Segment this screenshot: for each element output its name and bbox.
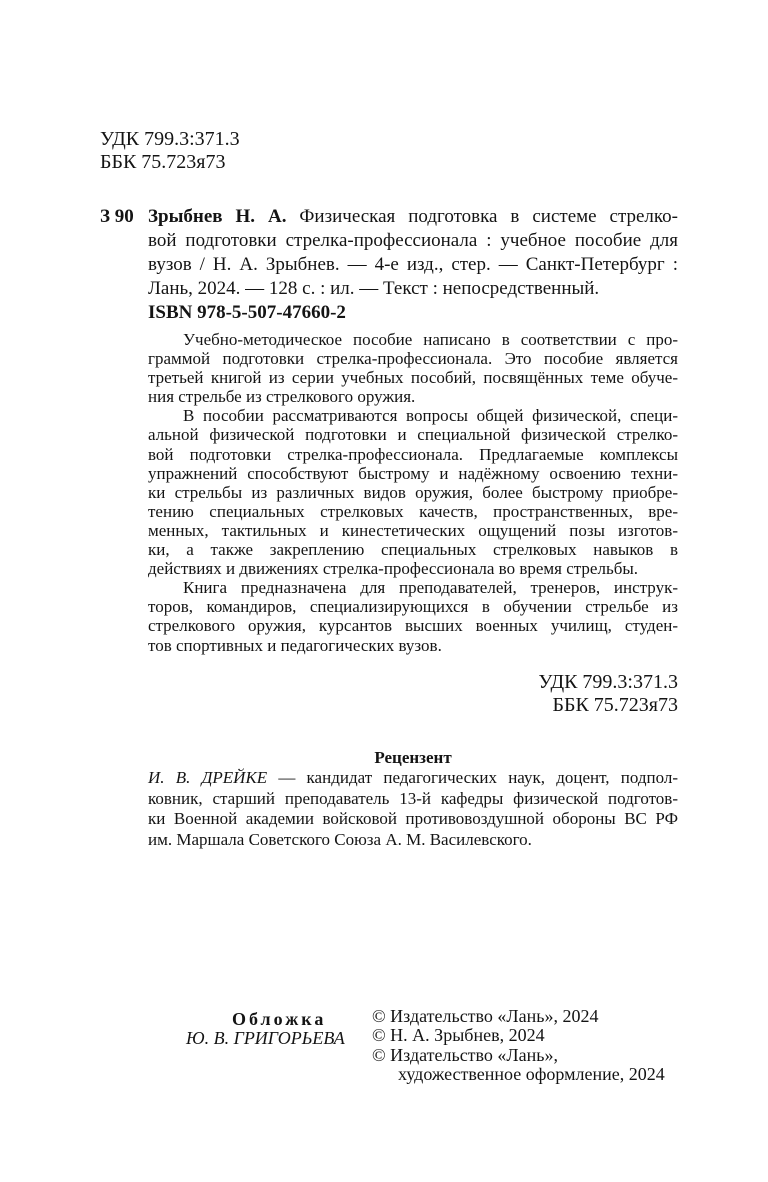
annotation-line: альной физической подготовки и специальной физической стрелко- (148, 425, 678, 445)
reviewer-name: И. В. ДРЕЙКЕ (148, 768, 268, 788)
bbk-code: ББК 75.723я73 (552, 694, 678, 716)
annotation-line: менных, тактильных и кинестетических ощущений позы изготов- (148, 520, 678, 540)
entry-line: вой подготовки стрелка-профессионала : учебное пособие для (148, 230, 678, 251)
annotation-line: В пособии рассматриваются вопросы общей физической, специ- (183, 406, 678, 426)
bbk-code: ББК 75.723я73 (100, 151, 226, 173)
copyright-line: © Издательство «Лань», (372, 1044, 558, 1065)
annotation-line: вой подготовки стрелка-профессионала. Предлагаемые комплексы (148, 444, 678, 464)
entry-line: Лань, 2024. — 128 с. : ил. — Текст : непосредственный. (148, 278, 600, 299)
cover-artist: Ю. В. ГРИГОРЬЕВА (186, 1028, 345, 1049)
copyright-line: © Н. А. Зрыбнев, 2024 (372, 1025, 545, 1046)
review (148, 748, 678, 850)
annotation-line: стрелкового оружия, курсантов высших военных училищ, студен- (148, 616, 678, 636)
annotation-line: Книга предназначена для преподавателей, тренеров, инструк- (183, 578, 678, 598)
udk-code: УДК 799.3:371.3 (100, 128, 240, 150)
annotation-line: третьей книгой из серии учебных пособий, посвящённых теме обуче- (148, 368, 678, 388)
udk-code: УДК 799.3:371.3 (538, 671, 678, 693)
annotation-line: упражнений способствуют быстрому и надёжному освоению техни- (148, 463, 678, 483)
annotation-line: ки, а также закреплению специальных стрелковых навыков в (148, 540, 678, 560)
annotation-line: действиях и движениях стрелка-профессионала во время стрельбы. (148, 559, 639, 579)
annotation-paragraph (148, 578, 678, 654)
catalog-entry (148, 205, 678, 325)
review-line: ки Военной академии войсковой противовоздушной обороны ВС РФ (148, 809, 678, 829)
annotation-line: ки стрельбы из различных видов оружия, более быстрому приобре- (148, 482, 678, 502)
annotation-paragraph (148, 330, 678, 406)
annotation-line: Учебно-методическое пособие написано в соответствии с про- (183, 330, 678, 349)
review-line (148, 768, 678, 788)
review-line: им. Маршала Советского Союза А. М. Василевского. (148, 829, 532, 849)
annotation-line: тов спортивных и педагогических вузов. (148, 635, 442, 655)
isbn: ISBN 978-5-507-47660-2 (148, 302, 346, 323)
top-classification (100, 128, 240, 174)
entry-line: вузов / Н. А. Зрыбнев. — 4-е изд., стер. — Санкт-Петербург : (148, 254, 678, 275)
copyright-notices (372, 1007, 665, 1084)
review-heading: Рецензент (374, 748, 452, 767)
cover-label: Обложка (232, 1009, 327, 1029)
annotation-paragraph (148, 406, 678, 578)
annotation-line: торов, командиров, специализирующихся в обучении стрельбе из (148, 597, 678, 617)
entry-title-text: Физическая подготовка в системе стрелко- (299, 206, 679, 227)
entry-line (148, 205, 678, 229)
cover-credit (0, 1010, 345, 1049)
copyright-line: © Издательство «Лань», 2024 (372, 1006, 599, 1026)
author-mark: З 90 (100, 206, 134, 227)
review-text: — кандидат педагогических наук, доцент, подпол- (278, 768, 678, 788)
bottom-classification (538, 671, 678, 717)
annotation (148, 330, 678, 655)
review-line: ковник, старший преподаватель 13-й кафедры физической подготов- (148, 788, 678, 808)
entry-author: Зрыбнев Н. А. (148, 206, 287, 227)
annotation-line: ния стрельбе из стрелкового оружия. (148, 387, 416, 407)
copyright-line: художественное оформление, 2024 (398, 1063, 665, 1084)
annotation-line: тению специальных стрелковых качеств, пространственных, вре- (148, 501, 678, 521)
annotation-line: граммой подготовки стрелка-профессионала. Это пособие является (148, 349, 678, 369)
